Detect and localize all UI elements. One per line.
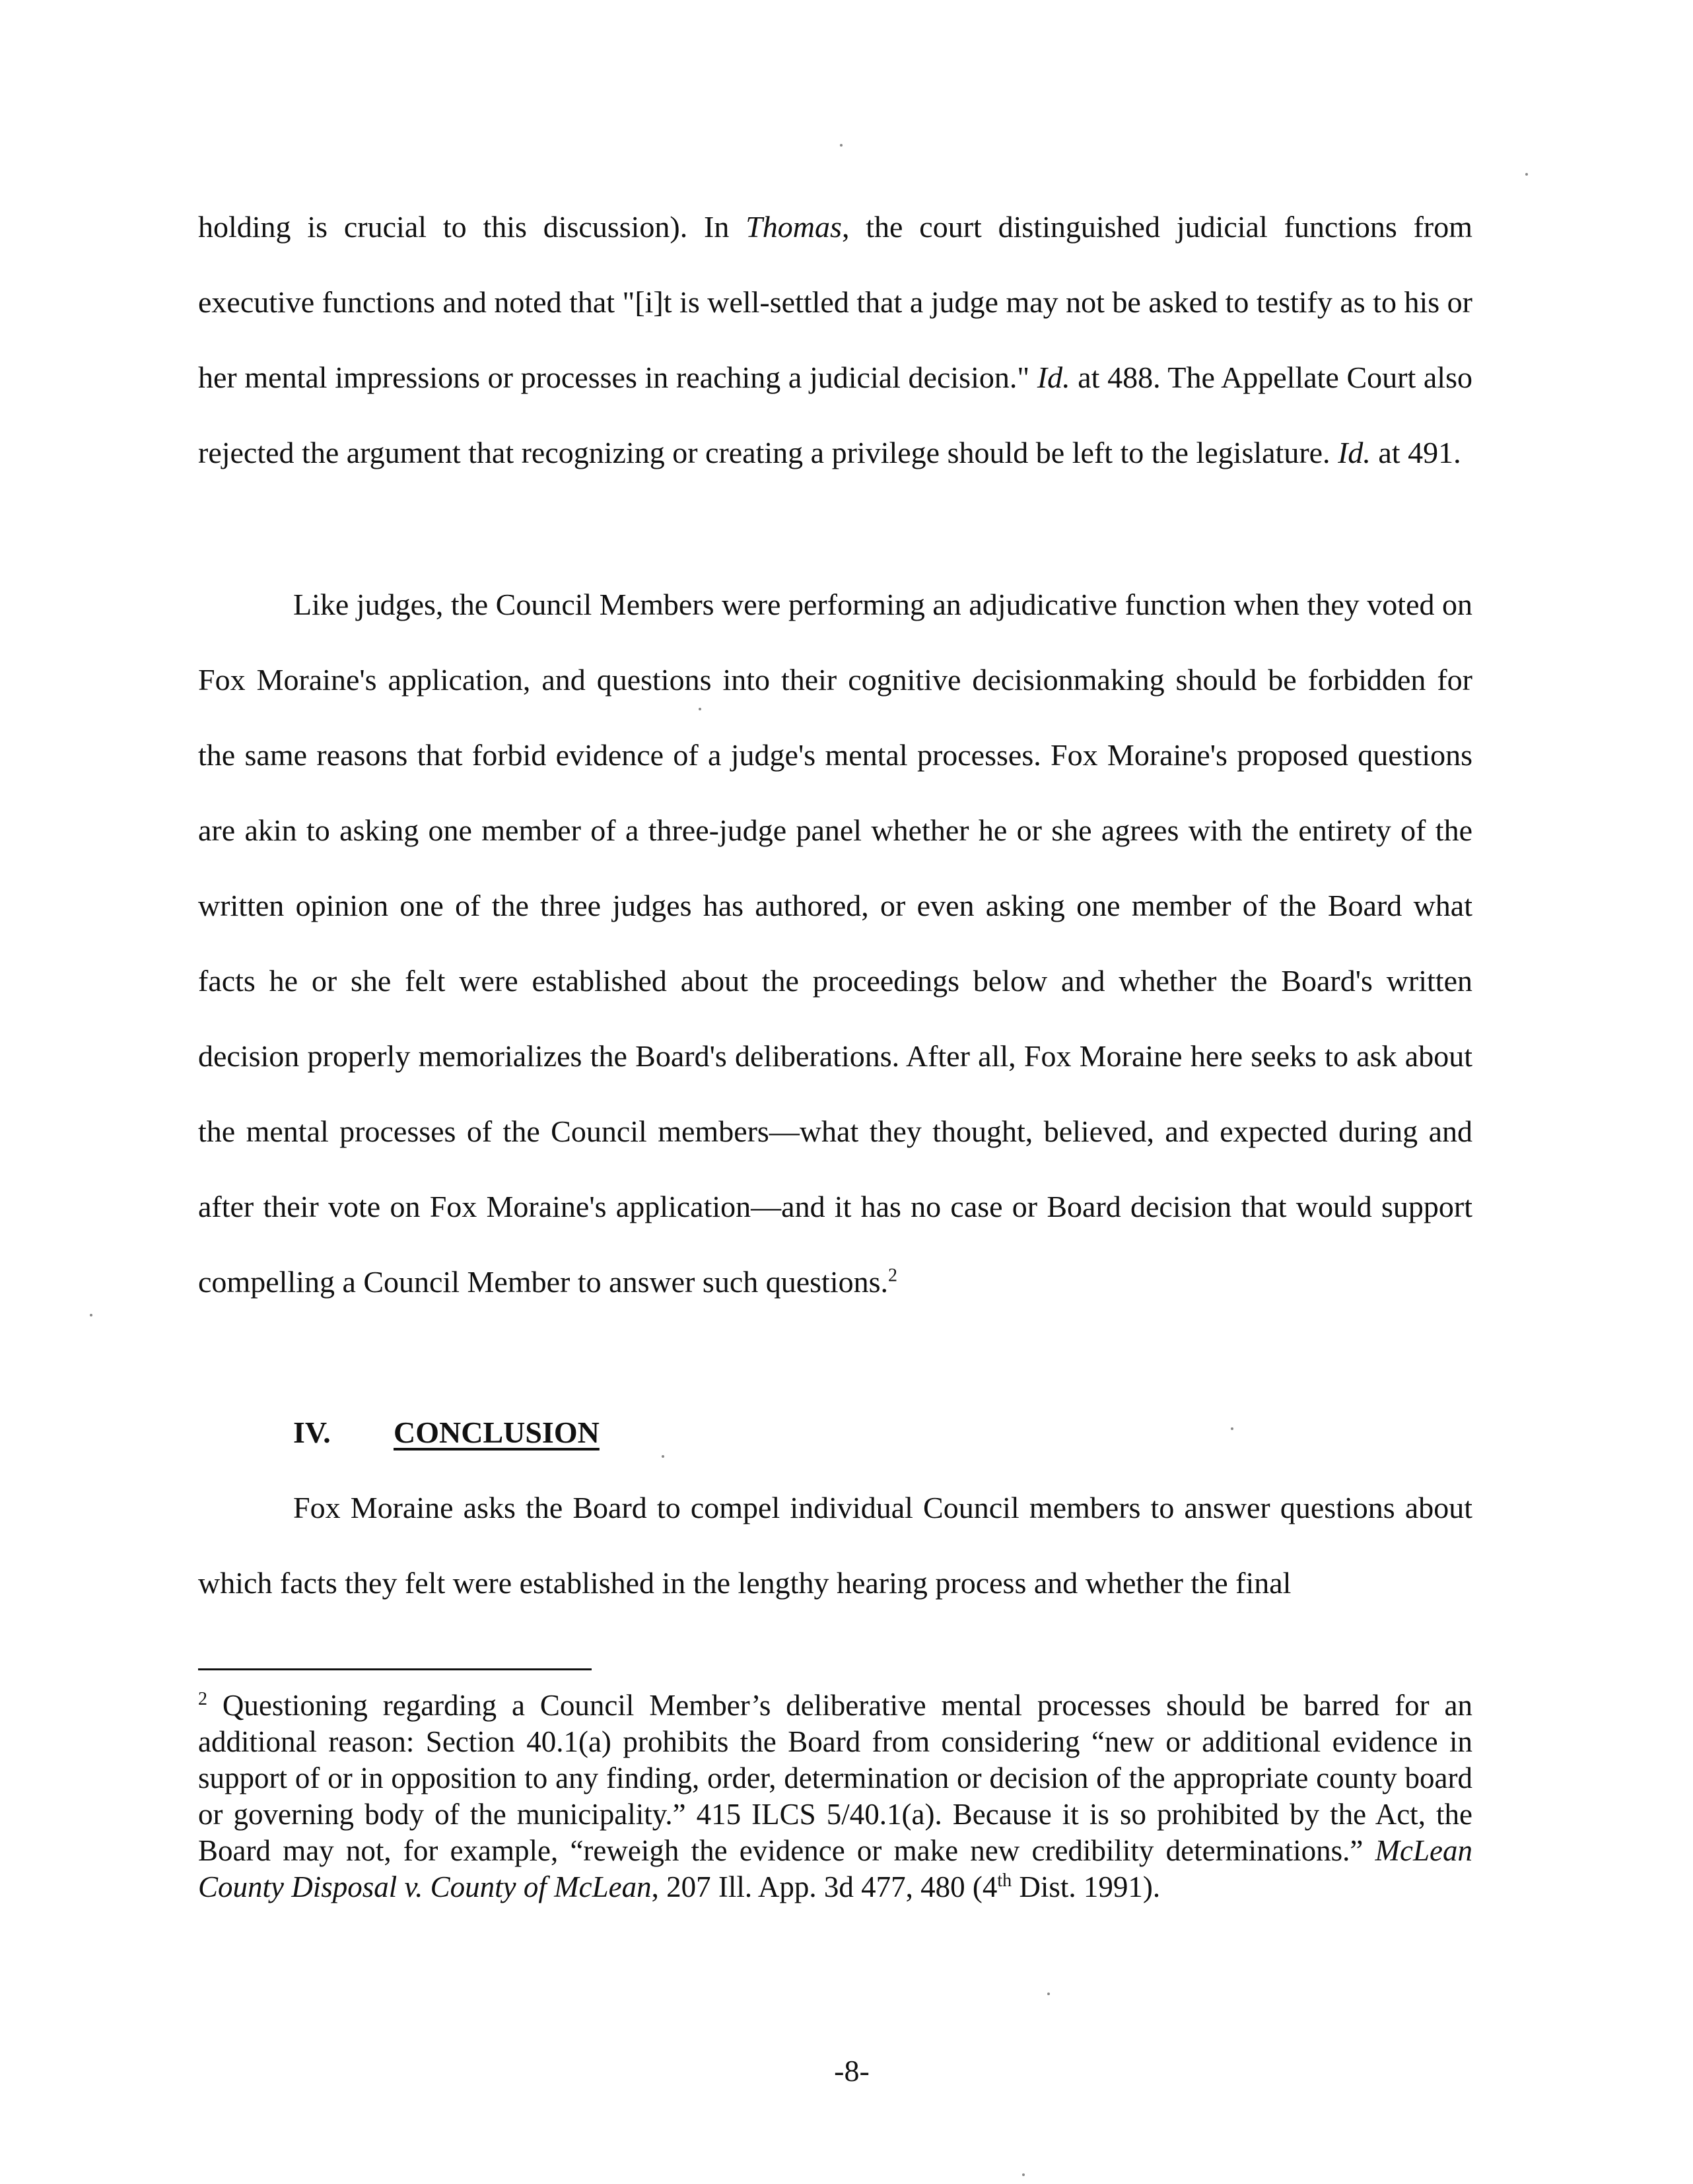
scan-speck — [1047, 1993, 1050, 1995]
text-run: Questioning regarding a Council Member’s deliberative mental processes should be barred for an additional reason: Section 40.1(a) prohibits the Board from considering “new or additional evidence in support of or in opposition to any finding, order, determination or decision of the appropriate county board or governing body of the municipality.” 415 ILCS 5/40.1(a). Because it is so prohibited by the Act, the Board may not, for example, “reweigh the evidence or make new credibility determinations.” — [198, 1689, 1472, 1867]
text-run: Fox Moraine asks the Board to compel individual Council members to answer questions about which facts they felt were established in the lengthy hearing process and whether the final — [198, 1491, 1472, 1600]
case-name-italic: Thomas — [745, 210, 842, 244]
footnote-separator — [198, 1668, 592, 1670]
case-name-italic: McLean County Disposal v. County of McLean — [198, 1834, 1472, 1903]
scan-speck — [699, 708, 701, 710]
ordinal-suffix: th — [997, 1870, 1012, 1891]
text-run: at 491. — [1370, 436, 1461, 469]
text-run: holding is crucial to this discussion). In — [198, 210, 746, 244]
section-number: IV. — [293, 1416, 331, 1449]
section-heading — [293, 1395, 600, 1470]
page-number: -8- — [834, 2054, 870, 2088]
footnote-reference: 2 — [888, 1265, 898, 1286]
text-run: Dist. 1991). — [1012, 1870, 1161, 1903]
scan-speck — [1525, 173, 1528, 176]
id-citation-italic: Id. — [1037, 360, 1070, 394]
text-run: at 488. The Appellate Court also rejected the argument that recognizing or creating a privilege should be left to the legislature. — [198, 360, 1472, 469]
scan-speck — [840, 144, 843, 147]
scan-speck — [1022, 2173, 1025, 2176]
scan-speck — [662, 1455, 664, 1458]
scan-speck — [1231, 1427, 1233, 1430]
body-paragraph-2 — [198, 567, 1472, 1320]
text-run: , 207 Ill. App. 3d 477, 480 (4 — [651, 1870, 998, 1903]
scan-speck — [90, 1314, 92, 1316]
section-title: CONCLUSION — [394, 1416, 600, 1449]
footnote-marker: 2 — [198, 1689, 207, 1709]
id-citation-italic: Id. — [1338, 436, 1371, 469]
body-paragraph-3 — [198, 1470, 1472, 1621]
footnote — [198, 1688, 1472, 1905]
text-run: Like judges, the Council Members were performing an adjudicative function when they voted on Fox Moraine's application, and questions into their cognitive decisionmaking should be forbidden for the same reasons that forbid evidence of a judge's mental processes. Fox Moraine's proposed questions are akin to asking one member of a three-judge panel whether he or she agrees with the entirety of the written opinion one of the three judges has authored, or even asking one member of the Board what facts he or she felt were established about the proceedings below and whether the Board's written decision properly memorializes the Board's deliberations. After all, Fox Moraine here seeks to ask about the mental processes of the Council members—what they thought, believed, and expected during and after their vote on Fox Moraine's application—and it has no case or Board decision that would support compelling a Council Member to answer such questions. — [198, 588, 1472, 1299]
text-run: , the court distinguished judicial functions from executive functions and noted that "[i]t is well-settled that a judge may not be asked to testify as to his or her mental impressions or processes in reaching a judicial decision." — [198, 210, 1473, 394]
body-paragraph-1 — [198, 189, 1472, 491]
